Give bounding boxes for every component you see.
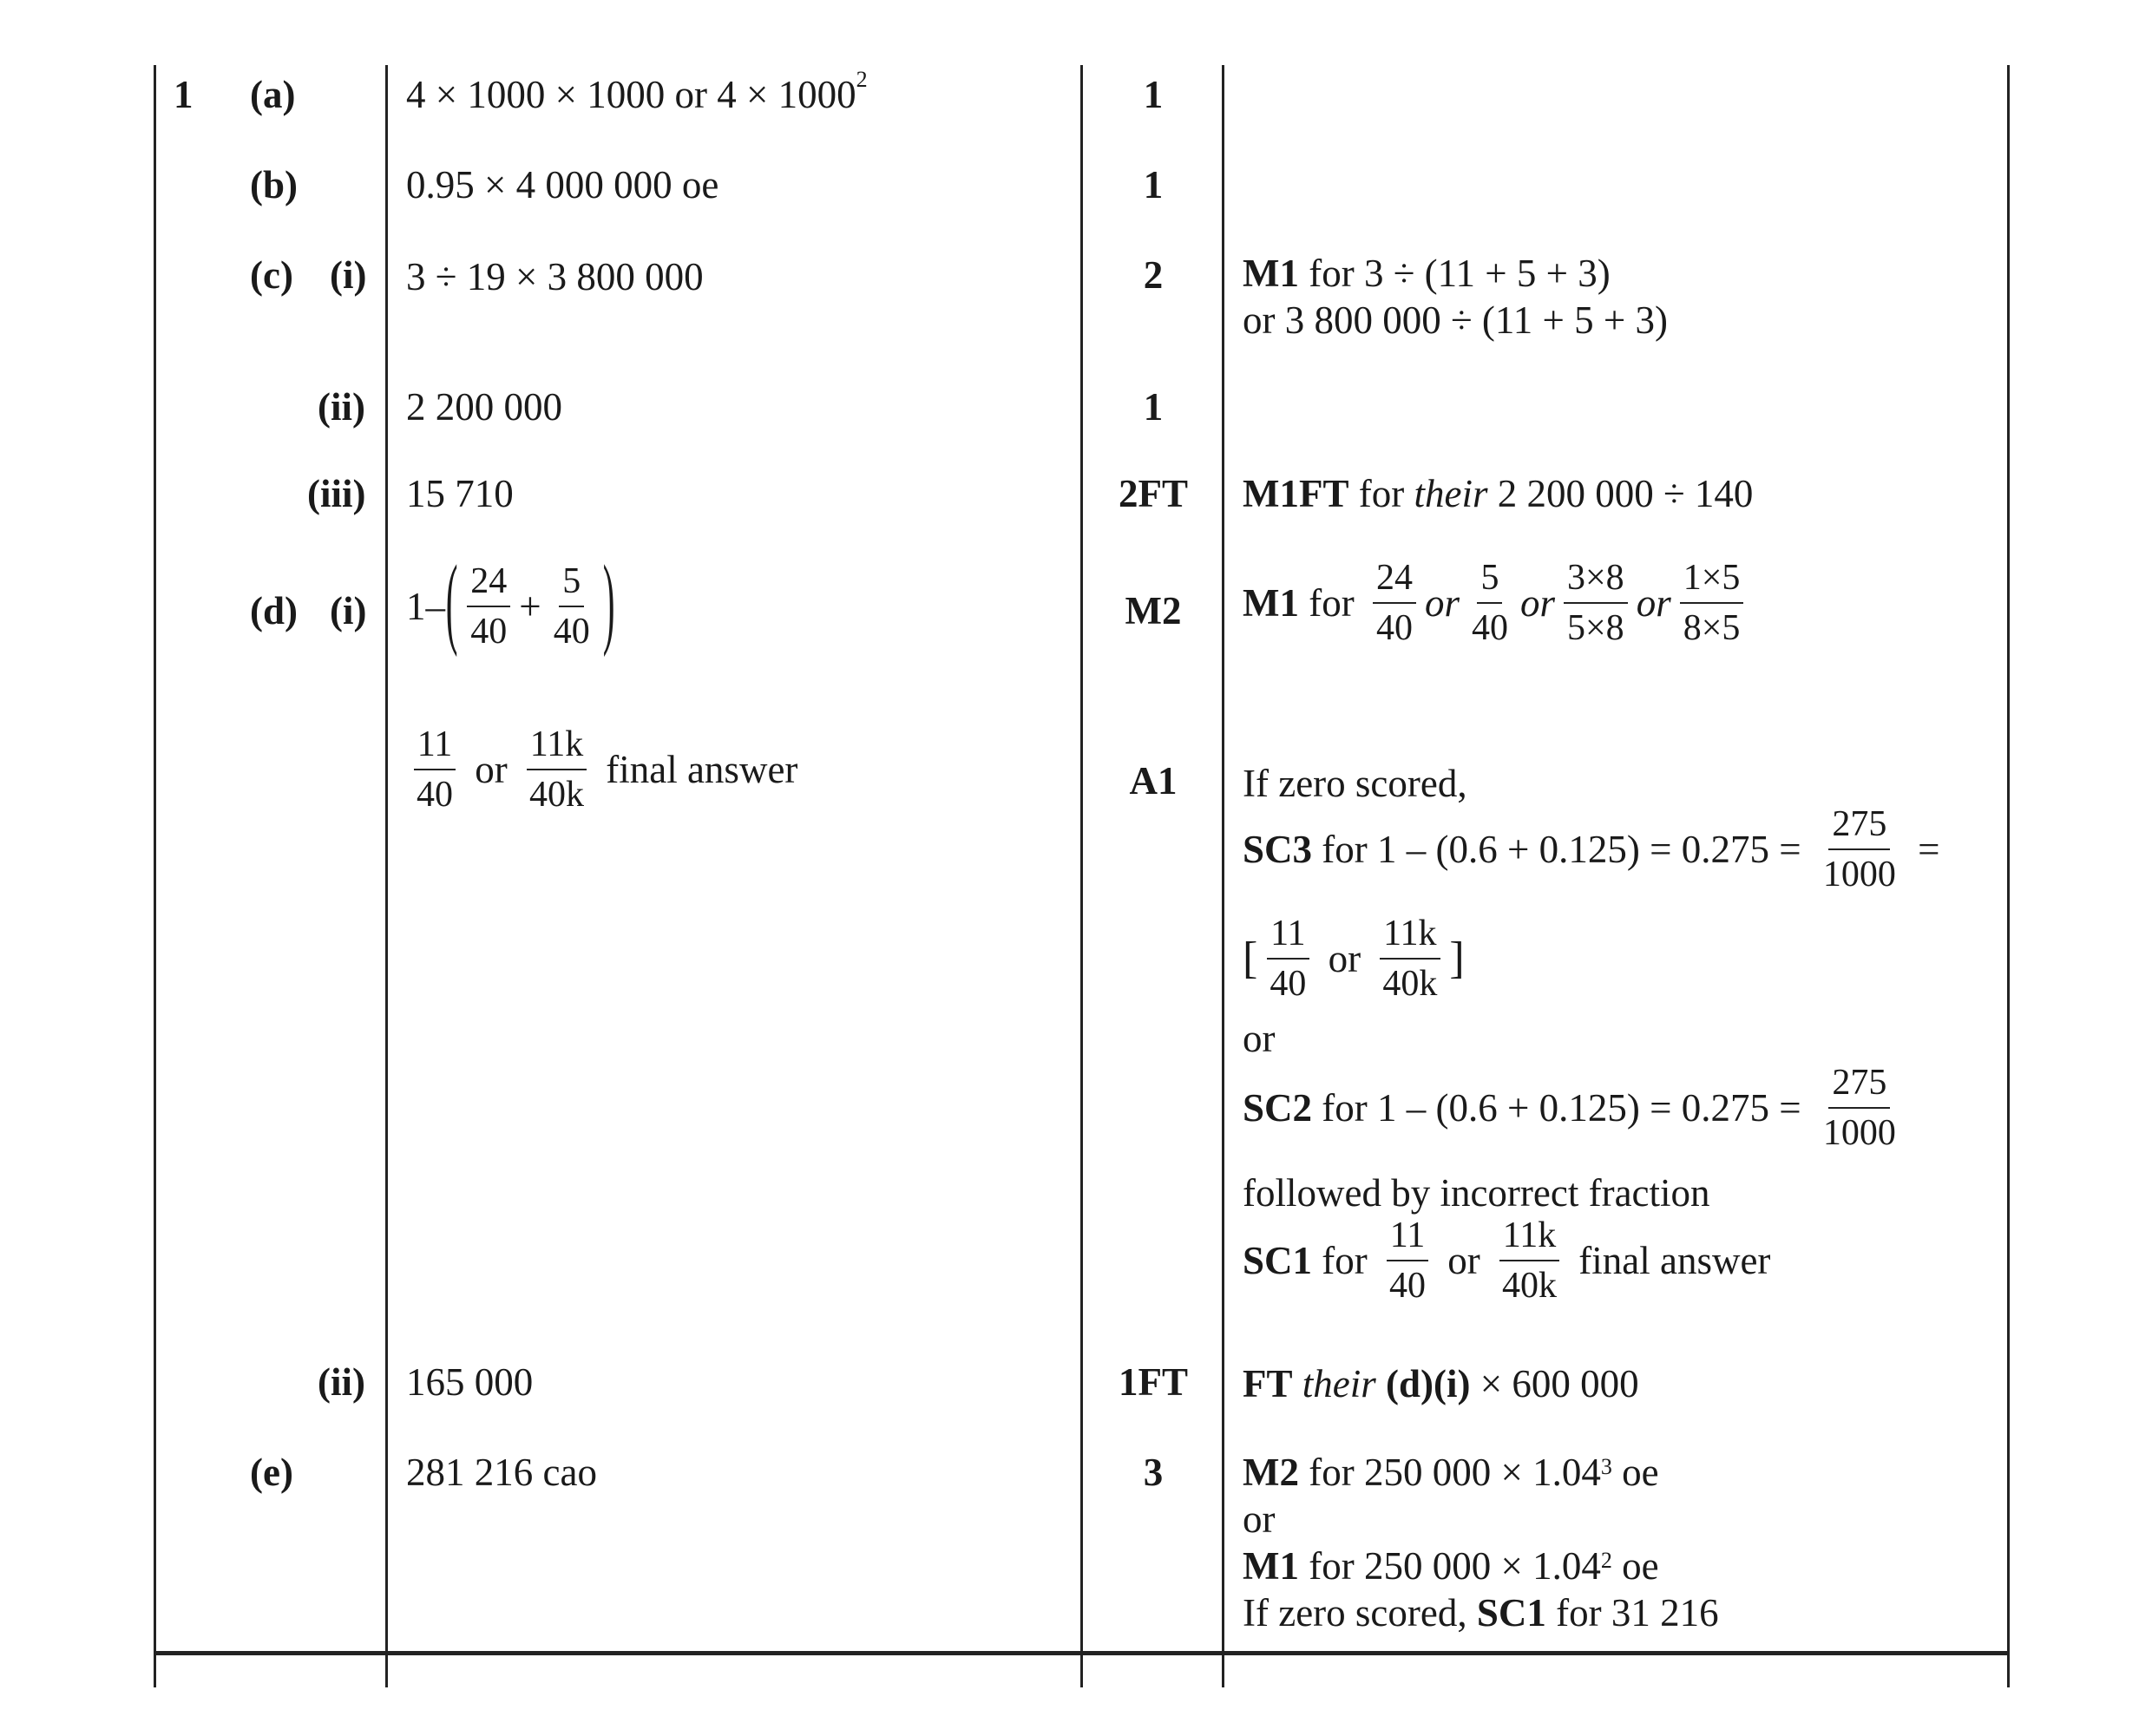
mark-column-divider (1080, 65, 1083, 1687)
question-number: 1 (174, 73, 194, 116)
part-b-answer: 0.95 × 4 000 000 oe (406, 163, 719, 206)
part-c-iii-mark: 2FT (1118, 472, 1188, 515)
part-d-i-method: 1–( $\frac{24}{40}$ + $\frac{5}{40}$ ) (406, 544, 615, 658)
table-left-border (154, 65, 156, 1687)
part-d-i-sc3-alternatives: [ $\frac{11}{40}$ or $\frac{11k}{40k}$ ] (1243, 914, 1465, 1005)
part-d-i-final-answer: $\frac{11}{40}$ or $\frac{11k}{40k}$ final answer (404, 725, 797, 814)
part-d-i-or: or (1243, 1017, 1276, 1060)
part-d-i-zero-scored: If zero scored, (1243, 762, 1467, 805)
part-c-i-label: (i) (330, 253, 367, 297)
part-d-i-final-mark: A1 (1129, 759, 1178, 802)
part-c-label: (c) (250, 253, 293, 297)
part-b-label: (b) (250, 163, 298, 206)
part-d-ii-label: (ii) (318, 1360, 365, 1404)
table-right-border (2007, 65, 2010, 1687)
part-c-iii-answer: 15 710 (406, 472, 514, 515)
part-c-ii-label: (ii) (318, 385, 365, 429)
part-d-i-method-mark: M2 (1125, 589, 1182, 632)
part-d-ii-guidance: FT their (d)(i) × 600 000 (1243, 1362, 1639, 1405)
part-e-answer: 281 216 cao (406, 1451, 597, 1494)
part-e-label: (e) (250, 1451, 293, 1494)
part-d-i-sc3: SC3 for 1 – (0.6 + 0.125) = 0.275 = $\frac{275}{1000}$ = (1243, 804, 1940, 895)
part-d-ii-mark: 1FT (1118, 1360, 1188, 1404)
guidance-column-divider (1222, 65, 1224, 1687)
part-d-label: (d) (250, 589, 298, 632)
table-bottom-border (154, 1651, 2010, 1655)
part-d-ii-answer: 165 000 (406, 1360, 534, 1404)
part-c-i-guidance: M1 for 3 ÷ (11 + 5 + 3) or 3 800 000 ÷ (11 + 5 + 3) (1243, 252, 1668, 342)
part-e-mark: 3 (1143, 1451, 1164, 1494)
part-d-i-m1-guidance: M1 for $\frac{24}{40}$ or $\frac{5}{40}$ or $\frac{3\times 8}{5\times 8}$ or $\frac{1\times 5}{8\times 5}$ (1243, 559, 1752, 647)
part-d-i-sc1: SC1 for $\frac{11}{40}$ or $\frac{11k}{40k}$ final answer (1243, 1215, 1771, 1307)
part-a-label: (a) (250, 73, 296, 116)
part-c-iii-label: (iii) (307, 472, 366, 515)
part-e-guidance: M2 for 250 $000 \times 1.04^3$ oe or M1 for 250 $000 \times 1.04^2$ oe If zero scored, SC1 for 31 216 (1243, 1451, 1719, 1634)
part-d-i-sc2-follow: followed by incorrect fraction (1243, 1171, 1710, 1215)
part-a-mark: 1 (1143, 73, 1164, 116)
part-b-mark: 1 (1143, 163, 1164, 206)
part-c-i-mark: 2 (1143, 253, 1164, 297)
part-d-i-label: (i) (330, 589, 367, 632)
part-c-iii-guidance: M1FT for their 2 200 000 ÷ 140 (1243, 472, 1754, 515)
part-c-ii-answer: 2 200 000 (406, 385, 562, 429)
answer-column-divider (385, 65, 388, 1687)
part-a-answer: 4 × 1000 × 1000 or $4 \times 1000^2$ (406, 67, 868, 116)
part-c-ii-mark: 1 (1143, 385, 1164, 429)
part-c-i-answer: 3 ÷ 19 × 3 800 000 (406, 255, 704, 298)
part-d-i-sc2: SC2 for 1 – (0.6 + 0.125) = 0.275 = $\frac{275}{1000}$ (1243, 1063, 1896, 1154)
